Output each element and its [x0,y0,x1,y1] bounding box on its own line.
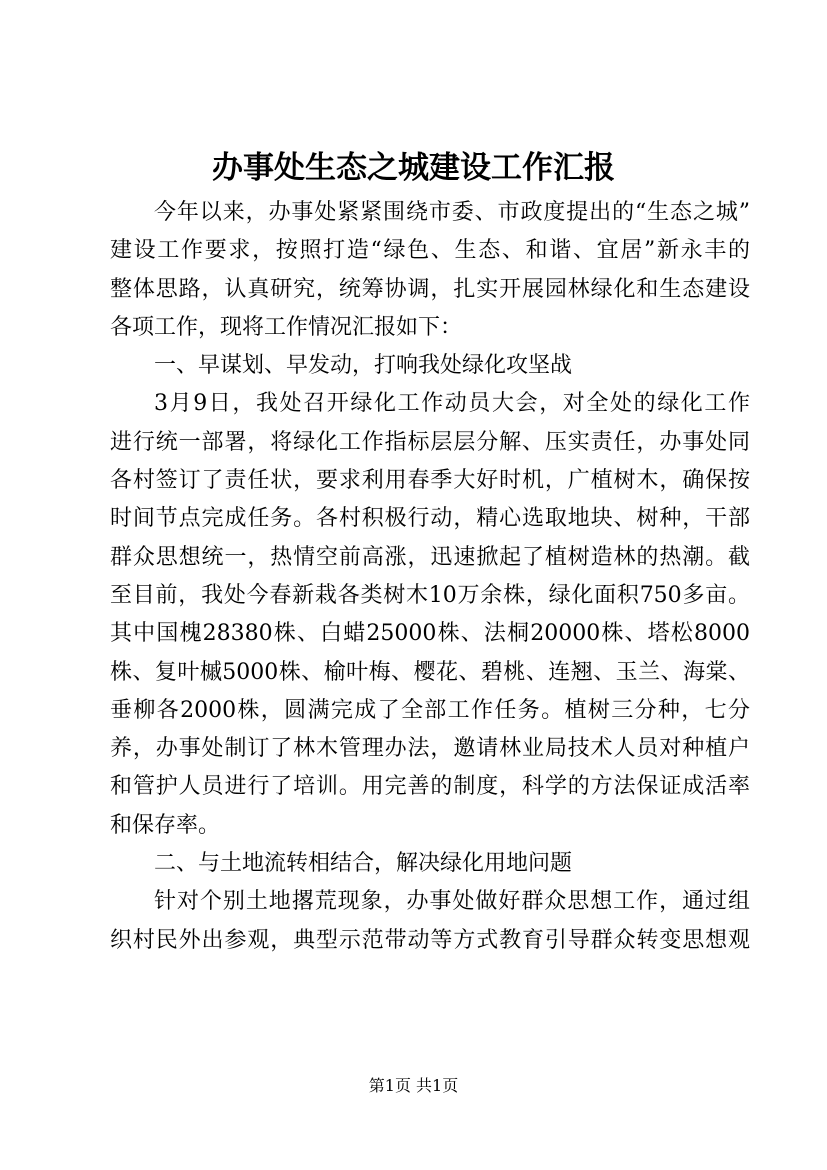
paragraph-1-line-6: 至目前，我处今春新栽各类树木10万余株，绿化面积750多亩。 [110,582,750,608]
paragraph-1-line-8: 株、复叶槭5000株、榆叶梅、樱花、碧桃、连翘、玉兰、海棠、 [110,659,750,685]
paragraph-1-line-11: 和管护人员进行了培训。用完善的制度，科学的方法保证成活率 [110,774,750,800]
paragraph-1-line-5: 群众思想统一，热情空前高涨，迅速掀起了植树造林的热潮。截 [110,544,750,570]
paragraph-1-line-10: 养，办事处制订了林木管理办法，邀请林业局技术人员对种植户 [110,736,750,762]
paragraph-1-line-2: 进行统一部署，将绿化工作指标层层分解、压实责任，办事处同 [110,429,750,455]
paragraph-1-line-12: 和保存率。 [110,812,221,838]
document-body [110,194,750,960]
page-footer: 第1页 共1页 [368,1076,459,1095]
paragraph-intro-line-2: 建设工作要求，按照打造“绿色、生态、和谐、宜居”新永丰的 [110,238,750,264]
paragraph-intro-line-3: 整体思路，认真研究，统筹协调，扎实开展园林绿化和生态建设 [110,276,750,302]
paragraph-1-line-1: 3月9日，我处召开绿化工作动员大会，对全处的绿化工作 [154,391,750,417]
paragraph-1-line-7: 其中国槐28380株、白蜡25000株、法桐20000株、塔松8000 [110,621,750,647]
paragraph-2-line-2: 织村民外出参观，典型示范带动等方式教育引导群众转变思想观 [110,927,750,953]
paragraph-2-line-1: 针对个别土地撂荒现象，办事处做好群众思想工作，通过组 [154,889,750,915]
document-title: 办事处生态之城建设工作汇报 [212,150,615,186]
paragraph-1-line-4: 时间节点完成任务。各村积极行动，精心选取地块、树种，干部 [110,506,750,532]
paragraph-1-line-9: 垂柳各2000株，圆满完成了全部工作任务。植树三分种，七分 [110,697,750,723]
paragraph-1-line-3: 各村签订了责任状，要求利用春季大好时机，广植树木，确保按 [110,468,750,494]
section-heading-2: 二、与土地流转相结合，解决绿化用地问题 [154,851,573,877]
section-heading-1: 一、早谋划、早发动，打响我处绿化攻坚战 [154,353,573,379]
paragraph-intro-line-4: 各项工作，现将工作情况汇报如下： [110,314,463,340]
paragraph-intro-line-1: 今年以来，办事处紧紧围绕市委、市政度提出的“生态之城” [154,200,750,225]
